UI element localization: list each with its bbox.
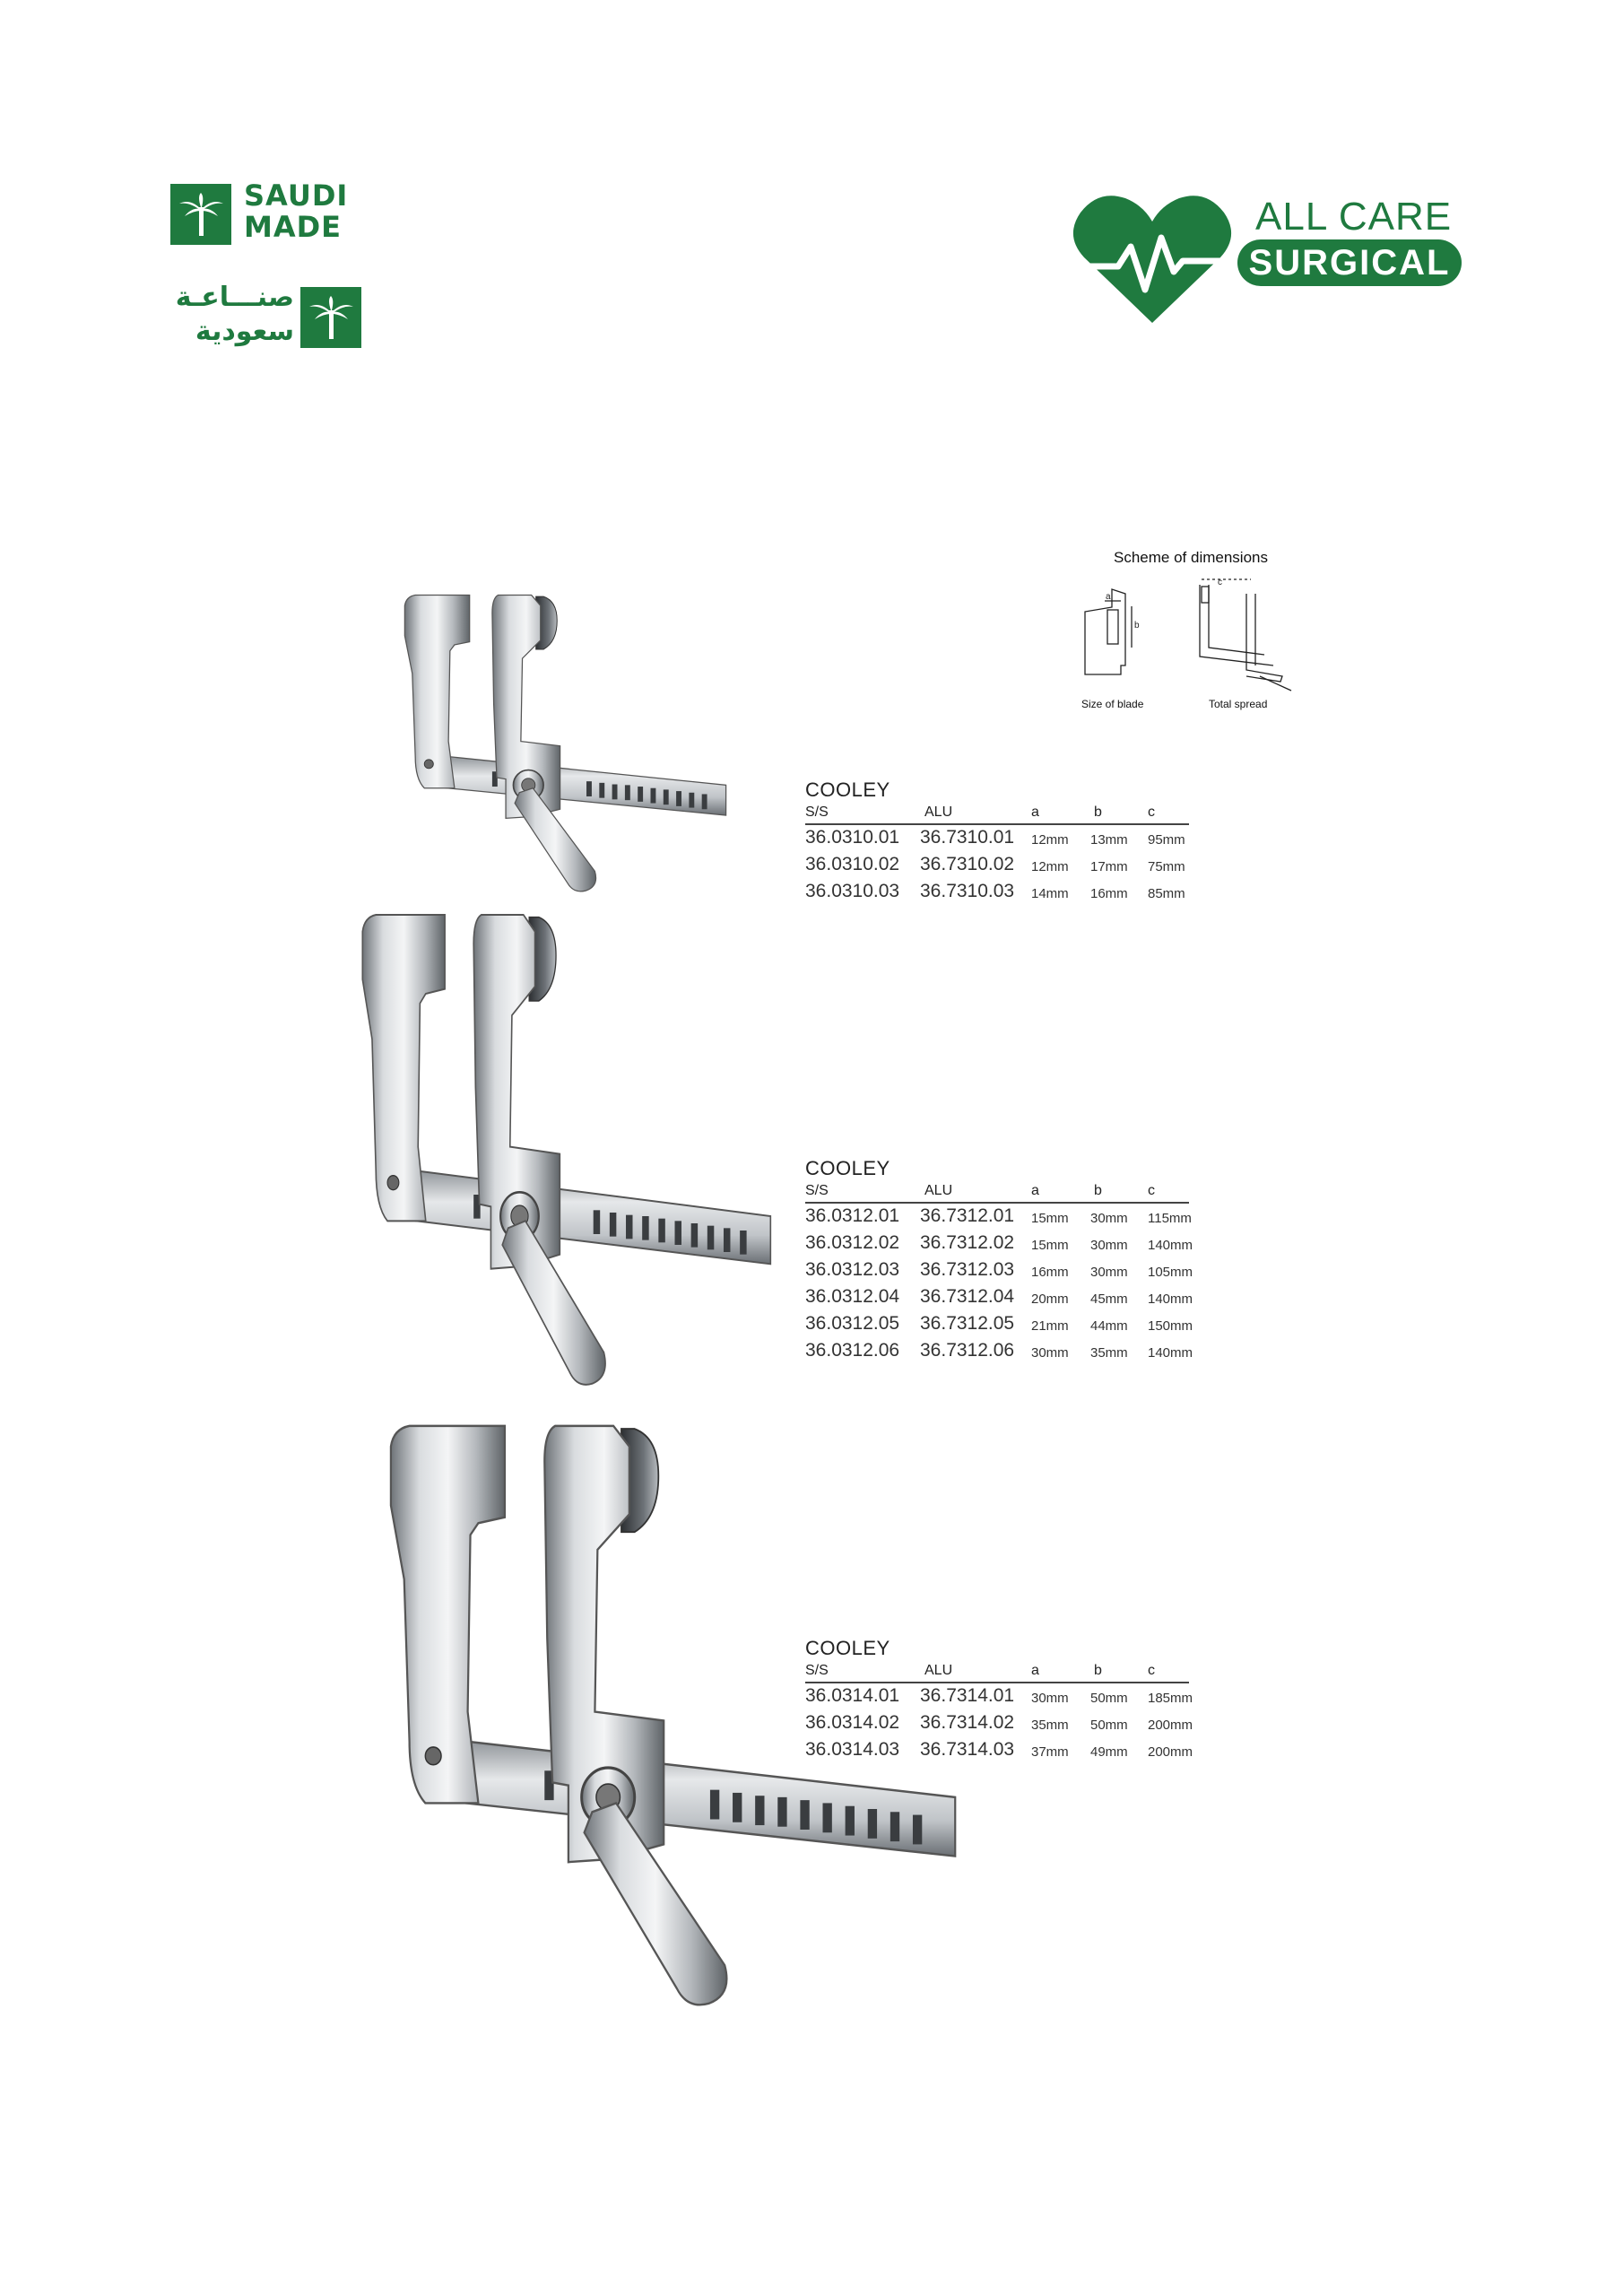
column-ss: S/S <box>805 1183 829 1198</box>
dim-b: 50mm <box>1090 1691 1128 1706</box>
ss-code: 36.0312.01 <box>805 1205 900 1226</box>
palm-tree-icon <box>170 184 231 245</box>
palm-tree-icon <box>300 287 361 348</box>
alu-code: 36.7314.03 <box>920 1739 1015 1760</box>
column-alu: ALU <box>924 804 953 820</box>
table-row <box>805 879 1200 906</box>
dim-a: 37mm <box>1031 1744 1069 1760</box>
table-row <box>805 1231 1200 1257</box>
table-header <box>805 1182 1189 1204</box>
alu-code: 36.7314.02 <box>920 1712 1015 1733</box>
ss-code: 36.0310.02 <box>805 854 900 874</box>
product-table-cooley-1 <box>805 778 1200 906</box>
dim-a: 30mm <box>1031 1691 1069 1706</box>
table-row <box>805 1338 1200 1365</box>
ss-code: 36.0312.04 <box>805 1286 900 1307</box>
dim-a: 35mm <box>1031 1718 1069 1733</box>
dim-c: 140mm <box>1148 1238 1193 1253</box>
cooley-retractor-small-image <box>402 583 733 915</box>
scheme-title: Scheme of dimensions <box>1114 549 1268 566</box>
surgical-text: SURGICAL <box>1248 243 1451 283</box>
ss-code: 36.0310.01 <box>805 827 900 848</box>
table-row <box>805 852 1200 879</box>
table-header <box>805 1662 1189 1683</box>
dim-c: 150mm <box>1148 1318 1193 1334</box>
column-b: b <box>1094 804 1102 820</box>
ss-code: 36.0312.02 <box>805 1232 900 1253</box>
dim-a: 12mm <box>1031 859 1069 874</box>
dim-b: 13mm <box>1090 832 1128 848</box>
ss-code: 36.0312.06 <box>805 1340 900 1361</box>
column-a: a <box>1031 1183 1039 1198</box>
column-c: c <box>1148 1663 1155 1678</box>
scheme-of-dimensions <box>1058 549 1327 719</box>
alu-code: 36.7312.06 <box>920 1340 1015 1361</box>
ss-code: 36.0314.03 <box>805 1739 900 1760</box>
dim-b: 30mm <box>1090 1211 1128 1226</box>
table-row <box>805 1284 1200 1311</box>
alu-code: 36.7312.02 <box>920 1232 1015 1253</box>
dim-b: 45mm <box>1090 1292 1128 1307</box>
surgical-badge <box>1237 239 1462 286</box>
column-c: c <box>1148 804 1155 820</box>
alu-code: 36.7310.03 <box>920 881 1015 901</box>
column-a: a <box>1031 1663 1039 1678</box>
dim-a: 12mm <box>1031 832 1069 848</box>
arabic-line-2: سعودية <box>195 316 294 347</box>
table-row <box>805 1683 1200 1710</box>
dim-c: 140mm <box>1148 1292 1193 1307</box>
dim-c: 95mm <box>1148 832 1185 848</box>
size-of-blade-caption: Size of blade <box>1081 698 1144 710</box>
alu-code: 36.7312.05 <box>920 1313 1015 1334</box>
all-care-surgical-logo <box>1072 193 1466 327</box>
table-header <box>805 804 1189 825</box>
saudi-text: SAUDI <box>244 178 349 213</box>
dim-b: 44mm <box>1090 1318 1128 1334</box>
product-name: COOLEY <box>805 1157 890 1179</box>
svg-text:a: a <box>1106 592 1111 602</box>
alu-code: 36.7310.01 <box>920 827 1015 848</box>
dim-a: 30mm <box>1031 1345 1069 1361</box>
dim-b: 30mm <box>1090 1238 1128 1253</box>
table-row <box>805 1311 1200 1338</box>
ss-code: 36.0310.03 <box>805 881 900 901</box>
table-row <box>805 1257 1200 1284</box>
product-table-cooley-2 <box>805 1157 1200 1365</box>
arabic-line-1: صنـــاعـة <box>175 282 294 313</box>
alu-code: 36.7312.03 <box>920 1259 1015 1280</box>
column-alu: ALU <box>924 1663 953 1678</box>
table-row <box>805 1737 1200 1764</box>
all-care-title: ALL CARE <box>1255 195 1453 239</box>
column-alu: ALU <box>924 1183 953 1198</box>
table-row <box>805 1710 1200 1737</box>
svg-text:c: c <box>1218 578 1222 587</box>
dim-c: 200mm <box>1148 1744 1193 1760</box>
saudi-made-text <box>244 180 348 243</box>
cooley-retractor-medium-image <box>359 908 780 1410</box>
column-ss: S/S <box>805 1663 829 1678</box>
dim-c: 185mm <box>1148 1691 1193 1706</box>
dimension-diagram <box>1067 576 1318 692</box>
dim-a: 14mm <box>1031 886 1069 901</box>
dim-a: 21mm <box>1031 1318 1069 1334</box>
column-a: a <box>1031 804 1039 820</box>
saudi-made-logo <box>170 178 363 354</box>
dim-b: 16mm <box>1090 886 1128 901</box>
dim-a: 20mm <box>1031 1292 1069 1307</box>
alu-code: 36.7312.04 <box>920 1286 1015 1307</box>
dim-c: 140mm <box>1148 1345 1193 1361</box>
dim-b: 50mm <box>1090 1718 1128 1733</box>
column-b: b <box>1094 1183 1102 1198</box>
dim-a: 15mm <box>1031 1211 1069 1226</box>
ss-code: 36.0312.03 <box>805 1259 900 1280</box>
alu-code: 36.7312.01 <box>920 1205 1015 1226</box>
saudi-made-arabic-text <box>170 281 294 349</box>
dim-c: 75mm <box>1148 859 1185 874</box>
ss-code: 36.0314.01 <box>805 1685 900 1706</box>
column-ss: S/S <box>805 804 829 820</box>
table-row <box>805 825 1200 852</box>
column-c: c <box>1148 1183 1155 1198</box>
alu-code: 36.7310.02 <box>920 854 1015 874</box>
ss-code: 36.0312.05 <box>805 1313 900 1334</box>
table-row <box>805 1204 1200 1231</box>
dim-a: 15mm <box>1031 1238 1069 1253</box>
ss-code: 36.0314.02 <box>805 1712 900 1733</box>
heart-pulse-icon <box>1072 193 1233 327</box>
dim-b: 30mm <box>1090 1265 1128 1280</box>
product-name: COOLEY <box>805 778 890 801</box>
dim-b: 35mm <box>1090 1345 1128 1361</box>
dim-a: 16mm <box>1031 1265 1069 1280</box>
dim-c: 105mm <box>1148 1265 1193 1280</box>
total-spread-caption: Total spread <box>1209 698 1268 710</box>
dim-b: 17mm <box>1090 859 1128 874</box>
product-name: COOLEY <box>805 1637 890 1659</box>
svg-text:b: b <box>1134 621 1140 631</box>
product-table-cooley-3 <box>805 1637 1200 1764</box>
dim-c: 200mm <box>1148 1718 1193 1733</box>
alu-code: 36.7314.01 <box>920 1685 1015 1706</box>
dim-c: 115mm <box>1148 1211 1192 1226</box>
made-text: MADE <box>244 210 343 244</box>
column-b: b <box>1094 1663 1102 1678</box>
dim-b: 49mm <box>1090 1744 1128 1760</box>
dim-c: 85mm <box>1148 886 1185 901</box>
